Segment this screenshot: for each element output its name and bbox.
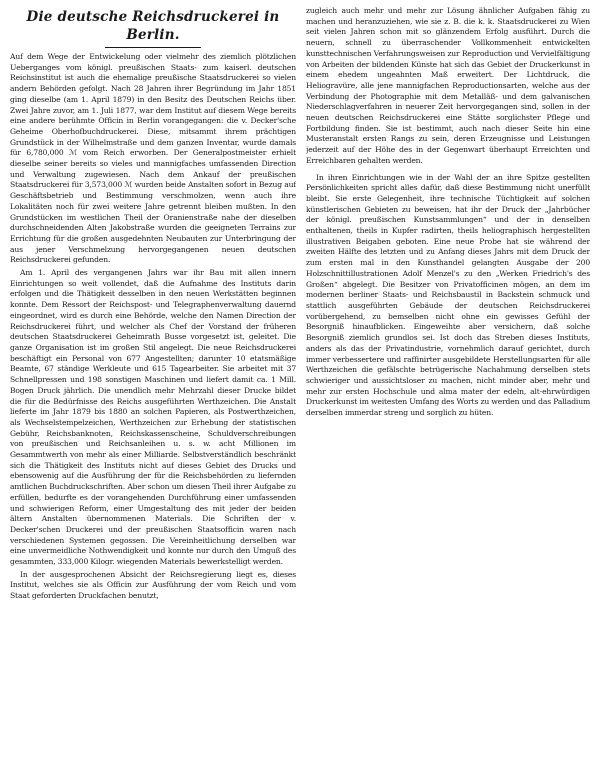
paragraph-3: In der ausgesprochenen Absicht der Reichsregierung liegt es, dieses Institut, welches sie als Officin zur Ausführung der vom Reich und vom Staat geforderten Druckfachen benutzt, [10, 569, 296, 601]
paragraph-1: Auf dem Wege der Entwickelung oder vielmehr des ziemlich plötzlichen Ueberganges vom königl. preußischen Staats- zum kaiserl. deutschen Reichsinstitut ist auch die ehemalige preußische Staatsdruckerei so vielen andern Behörden gefolgt. Nach 28 Jahren ihrer Begründung im Jahr 1851 ging dieselbe (am 1. April 1879) in den Besitz des Deutschen Reichs über. Zwei Jahre zuvor, am 1. Juli 1877, war dem Institut auf diesem Wege bereits eine andere berühmte Officin in Berlin vorangegangen: die v. Decker'sche Geheime Oberhofbuchdruckerei. Diese, mitsammt ihrem prächtigen Grundstück in der Wilhelmstraße und dem ganzen Inventar, wurde damals für 6,780,000 ℳ vom Reich erworben. Der Generalpostmeister erhielt dieselbe seiner bereits so vieles und mannigfaches umfassenden Direction und Verwaltung zugewiesen. Nach dem Ankauf der preußischen Staatsdruckerei für 3,573,000 ℳ wurden beide Anstalten sofort in Bezug auf Geschäftsbetrieb und Bestimmung verschmolzen, wenn auch ihre Lokalitäten noch für zwei weitere Jahre getrennt bleiben mußten. In den Grundstücken im westlichen Theil der Oranienstraße nahe der dieselben durchschneidenden Alten Jakobstraße wurden die geeigneten Terrains zur Errichtung für die großen ausgedehnten Neubauten zur Unterbringung der aus jener Verschmelzung hervorgegangenen neuen deutschen Reichsdruckerei gefunden. [10, 52, 296, 265]
paragraph-5: In ihren Einrichtungen wie in der Wahl der an ihre Spitze gestellten Persönlichkeiten spricht alles dafür, daß diese Bestimmung nicht unerfüllt bleibt. Sie erste Gelegenheit, ihre technische Tüchtigkeit auf solchen künstlerischen Gebieten zu beweisen, hat ihr der Druck der „Jahrbücher der königl. preußischen Kunstsammlungen“ und der in denselben enthaltenen, theils in Kupfer radirten, theils heliographisch hergestellten illustrativen Beigaben geboten. Eine neue Probe hat sie während der zweiten Hälfte des letzten und zu Anfang dieses Jahrs mit dem Druck der zum ersten mal in den Kunsthandel gelangten Ausgabe der 200 Holzschnittillustrationen Adolf Menzel's zu den „Werken Friedrich's des Großen“ abgelegt. Die Besitzer von Privatofficinen mögen, an dem im modernen berliner Staats- und Reichsbaustil in Backstein schmuck und stattlich ausgeführten Gebäude der deutschen Reichsdruckerei vorübergehend, zu bemselben nicht ohne ein gewisses Gefühl der Besorgniß hinaufblicken. Eingeweihte aber versichern, daß solche Besorgniß ziemlich grundlos sei. Ist doch das Streben dieses Instituts, anders als das der Privatindustrie, vornehmlich darauf gerichtet, durch immer verbessertere und raffinirter ausgebildete Herstellungsarten für alle Werthzeichen die gefälschte betrügerische Nachahmung derselben stets schwieriger und aussichtsloser zu machen, nicht minder aber, mehr und mehr zur ersten Hochschule und alma mater der edeln, alt-ehrwürdigen Druckerkunst im weitesten Umfang des Worts zu werden und das Palladium derselben immerdar streng und sorglich zu hüten. [306, 172, 590, 418]
title-rule [105, 47, 201, 48]
right-column [306, 6, 590, 772]
article-title: Die deutsche Reichsdruckerei in Berlin. [26, 9, 280, 43]
left-column [10, 6, 296, 772]
article-columns [10, 6, 590, 772]
paragraph-4: zugleich auch mehr und mehr zur Lösung ähnlicher Aufgaben fähig zu machen und heranzuziehen, wie sie z. B. die k. k. Staatsdruckerei zu Wien seit vielen Jahren schon mit so glänzendem Erfolg ausführt. Durch die neuern, schnell zu überraschender Vollkommenheit entwickelten kunsttechnischen Verfahrungsweisen zur Reproduction und Vervielfältigung von Arbeiten der bildenden Künste hat sich das Gebiet der Druckerkunst in einem ehedem ungeahnten Maß erweitert. Der Lichtdruck, die Heliogravüre, alle jene mannigfachen Reproductionsarten, welche aus der Verbindung der Photographie mit dem Metalläß- und dem galvanischen Niederschlagverfahren in neuerer Zeit hervorgegangen sind, sollen in der neuen deutschen Reichsdruckerei eine Stätte sorglichster Pflege und Fortbildung finden. Sie ist bestimmt, auch nach dieser Seite hin eine Musteranstalt ersten Rangs zu sein, deren Erzeugnisse und Leistungen jederzeit auf der Höhe des in der Gegenwart überhaupt Erreichten und Erreichbaren gehalten werden. [306, 6, 590, 165]
paragraph-2: Am 1. April des vergangenen Jahrs war ihr Bau mit allen innern Einrichtungen so weit vollendet, daß die Aufnahme des Instituts darin erfolgen und die Thätigkeit desselben in den neuen Werkstätten beginnen konnte. Dem Ressort der Reichspost- und Telegraphenverwaltung dauernd eingeordnet, wird es durch eine Behörde, welche den Namen Direction der Reichsdruckerei führt, und welcher als Chef der Vorstand der früheren deutschen Staatsdruckerei Geheimrath Busse vorgesetzt ist, geleitet. Die ganze Organisation ist im großen Stil angelegt. Die neue Reichsdruckerei beschäftigt ein Personal von 677 Angestellten; darunter 10 etatsmäßige Beamte, 67 ständige Werkleute und 615 Tagearbeiter. Sie arbeitet mit 37 Schnellpressen und 198 sonstigen Maschinen und liefert damit ca. 1 Mill. Bogen Druck jährlich. Die unendlich mehr Mehrzahl dieser Drucke bildet die für die Bedürfnisse des Reichs ausgeführten Werthzeichen. Die Anstalt lieferte im Jahr 1879 bis 1880 an solchen Papieren, als Postwerthzeichen, als Wechselstempelzeichen, Werthzeichen zur Erhebung der statistischen Gebühr, Reichsbanknoten, Reichskassenscheine, Schuldverschreibungen von preußischen und Reichsanleihen u. s. w. acht Millionen im Gesammtwerth von mehr als einer Milliarde. Selbstverständlich beschränkt sich die Thätigkeit des Instituts nicht auf dieses Gebiet des Drucks und ebensowenig auf die Ausführung der für die Reichsbehörden zu liefernden amtlichen Buchdruckschriften. Aber schon um diesen Theil ihrer Aufgabe zu erfüllen, bedurfte es der vorangehenden Durchführung einer umfassenden und schwierigen Reform, einer Umgestaltung des mit jeder der beiden ältern Anstalten übernommenen Materials. Die Schriften der v. Decker'schen Druckerei und der preußischen Staatsofficin waren nach verschiedenen Systemen gegossen. Die Vereinheitlichung derselben war eine unvermeidliche Nothwendigkeit und konnte nur durch den Umguß des gesammten, 333,000 Kilogr. wiegenden Materials bewerkstelligt werden. [10, 268, 296, 567]
